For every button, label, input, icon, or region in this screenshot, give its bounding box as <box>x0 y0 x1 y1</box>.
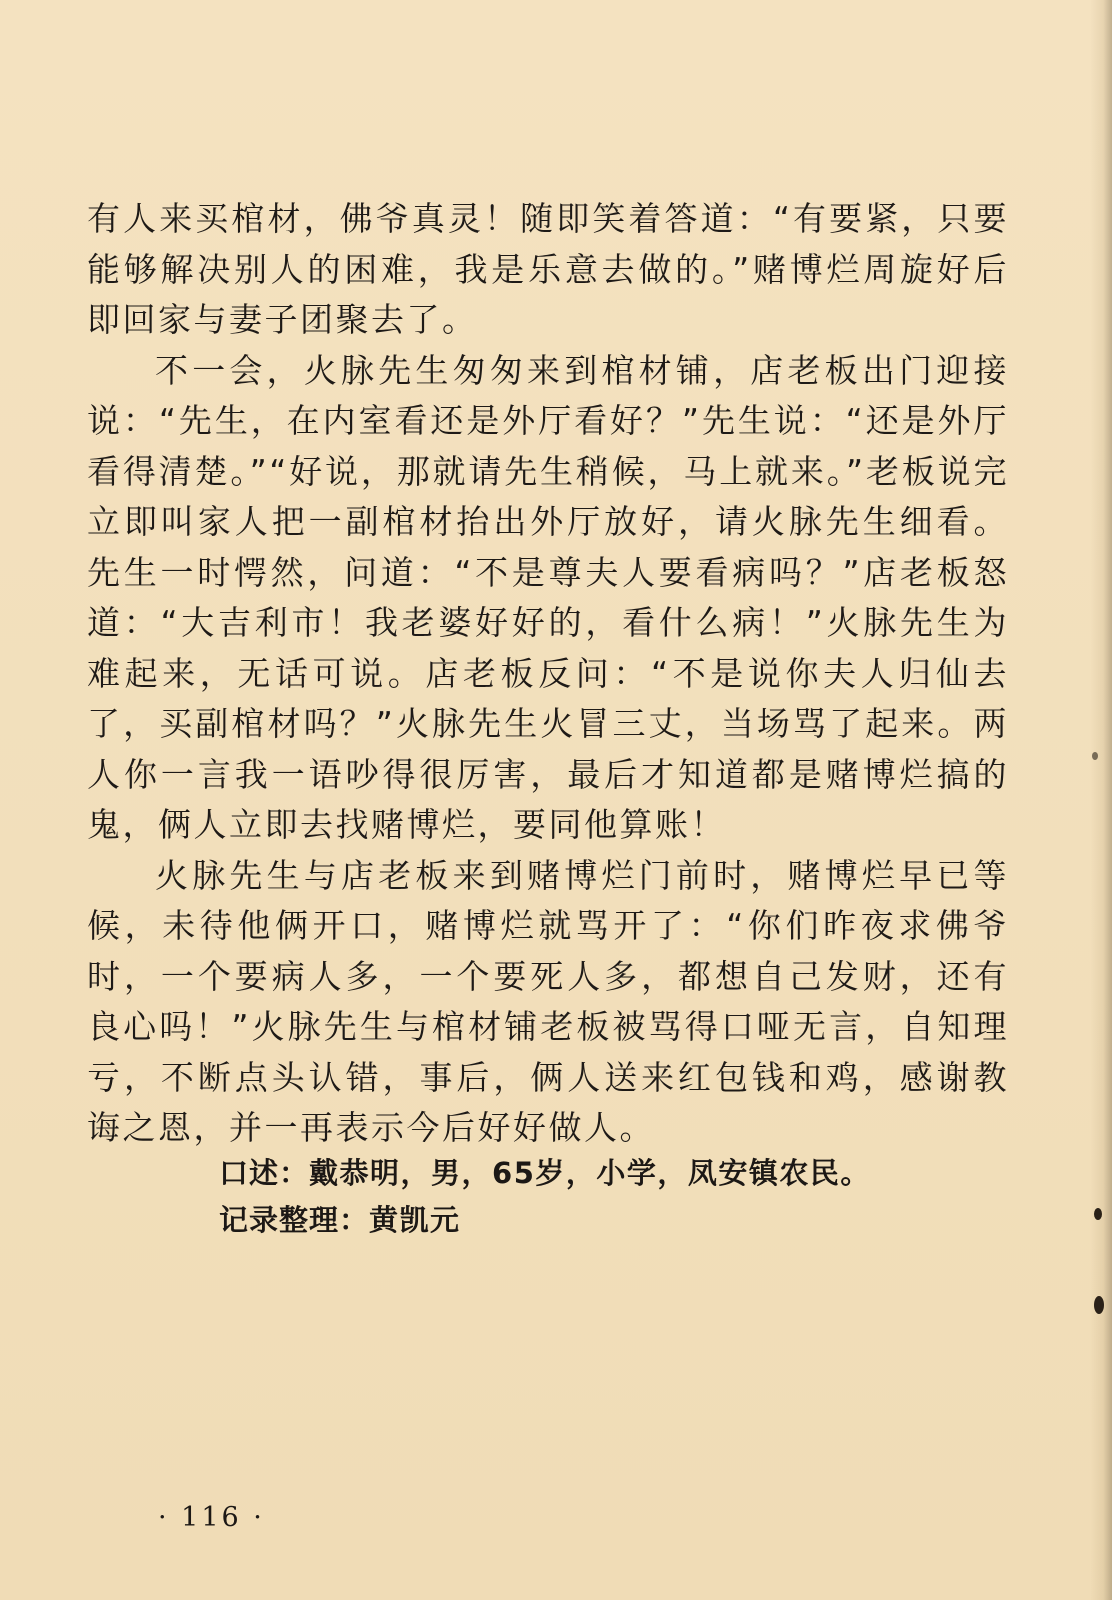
recorder-line <box>219 1197 939 1244</box>
scan-edge-shadow <box>1090 0 1112 1600</box>
paragraph-2: 不一会，火脉先生匆匆来到棺材铺，店老板出门迎接说：“先生，在内室看还是外厅看好？”先生说：“还是外厅看得清楚。”“好说，那就请先生稍候，马上就来。”老板说完立即叫家人把一副棺材抬出外厅放好，请火脉先生细看。先生一时愕然，问道：“不是尊夫人要看病吗？”店老板怒道：“大吉利市！我老婆好好的，看什么病！”火脉先生为难起来，无话可说。店老板反问：“不是说你夫人归仙去了，买副棺材吗？”火脉先生火冒三丈，当场骂了起来。两人你一言我一语吵得很厉害，最后才知道都是赌博烂搞的鬼，俩人立即去找赌博烂，要同他算账！ <box>87 350 1009 844</box>
paragraph-1: 有人来买棺材，佛爷真灵！随即笑着答道：“有要紧，只要能够解决别人的困难，我是乐意去做的。”赌博烂周旋好后即回家与妻子团聚去了。 <box>87 199 1009 339</box>
recorder-label: 记录整理： <box>219 1203 370 1237</box>
paragraph-3: 火脉先生与店老板来到赌博烂门前时，赌博烂早已等候，未待他俩开口，赌博烂就骂开了：“你们昨夜求佛爷时，一个要病人多，一个要死人多，都想自己发财，还有良心吗！”火脉先生与棺材铺老板被骂得口哑无言，自知理亏，不断点头认错，事后，俩人送来红包钱和鸡，感谢教诲之恩，并一再表示今后好好做人。 <box>87 855 1009 1147</box>
story-credits <box>219 1150 939 1244</box>
narrator-label: 口述： <box>219 1156 310 1190</box>
scan-speck <box>1092 752 1098 760</box>
narrator-line <box>219 1150 939 1197</box>
recorder-value: 黄凯元 <box>369 1203 461 1237</box>
narrator-value: 戴恭明，男，65岁，小学，凤安镇农民。 <box>309 1156 871 1190</box>
page-number: · 116 · <box>158 1502 265 1533</box>
story-text <box>87 194 1009 1154</box>
scan-speck <box>1094 1296 1104 1314</box>
scan-speck <box>1094 1208 1102 1220</box>
